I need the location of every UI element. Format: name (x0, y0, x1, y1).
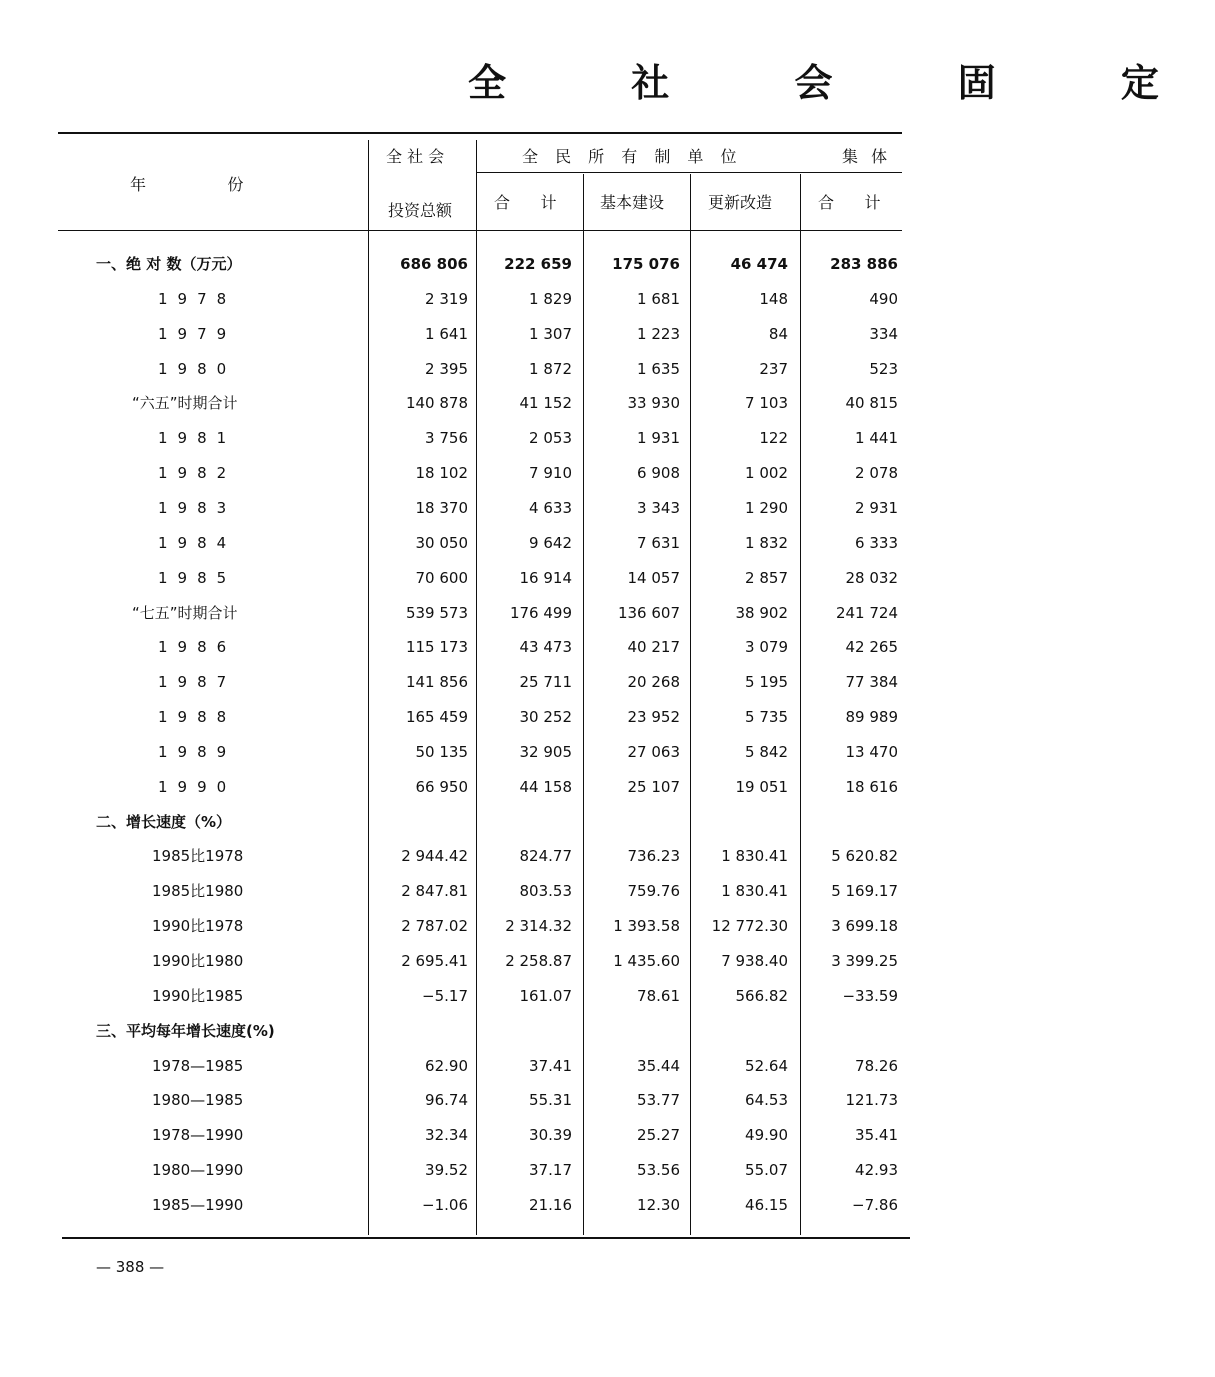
cell-state-renewal: 7 103 (745, 394, 788, 413)
cell-collective-total: 35.41 (855, 1126, 898, 1145)
cell-state-total: 1 872 (529, 359, 572, 378)
table-row (0, 491, 1000, 526)
row-label: 二、增长速度（%） (96, 812, 232, 831)
row-label: 1986 (158, 638, 237, 657)
cell-state-total: 176 499 (509, 603, 572, 622)
cell-collective-total: 6 333 (855, 533, 898, 552)
cell-state-renewal: 84 (768, 324, 788, 343)
cell-collective-total: 42 265 (845, 638, 898, 657)
cell-state-basic: 25 107 (627, 777, 680, 796)
cell-collective-total: −33.59 (842, 986, 898, 1005)
cell-state-renewal: 46 474 (730, 255, 788, 273)
table-row (0, 979, 1000, 1014)
row-label: 1990 (158, 777, 237, 796)
table-row (0, 665, 1000, 700)
cell-state-total: 2 258.87 (505, 952, 572, 970)
table-row (0, 944, 1000, 979)
cell-state-basic: 1 435.60 (613, 952, 680, 970)
row-label: 1990比1985 (152, 986, 244, 1005)
cell-collective-total: 241 724 (835, 603, 898, 622)
cell-collective-total: 18 616 (845, 777, 898, 796)
cell-state-total: 43 473 (519, 638, 572, 657)
cell-state-total: 824.77 (519, 847, 572, 866)
cell-state-total: 1 829 (529, 289, 572, 308)
cell-state-basic: 25.27 (637, 1126, 680, 1145)
cell-collective-total: 40 815 (845, 394, 898, 413)
cell-total-investment: 32.34 (425, 1126, 468, 1145)
row-label: 1980—1985 (152, 1091, 244, 1110)
cell-state-renewal: 5 195 (745, 673, 788, 692)
cell-collective-total: 28 032 (845, 568, 898, 587)
cell-state-renewal: 5 842 (745, 742, 788, 761)
cell-state-basic: 1 223 (637, 324, 680, 343)
cell-state-total: 161.07 (519, 986, 572, 1005)
cell-state-basic: 12.30 (637, 1195, 680, 1214)
cell-total-investment: 140 878 (405, 394, 468, 413)
table-row (0, 526, 1000, 561)
cell-state-basic: 35.44 (637, 1056, 680, 1075)
cell-state-total: 1 307 (529, 324, 572, 343)
cell-state-basic: 1 681 (637, 289, 680, 308)
cell-state-renewal: 122 (759, 429, 788, 448)
cell-state-renewal: 7 938.40 (721, 952, 788, 970)
cell-state-total: 222 659 (504, 255, 572, 273)
cell-state-total: 4 633 (529, 498, 572, 517)
row-label: 1983 (158, 498, 237, 517)
cell-collective-total: 13 470 (845, 742, 898, 761)
row-label: 1980 (158, 359, 237, 378)
table-row (0, 1118, 1000, 1153)
cell-state-basic: 759.76 (627, 882, 680, 901)
table-row (0, 735, 1000, 770)
header-state-basic: 基本建设 (600, 193, 665, 212)
header-group-state: 全 民 所 有 制 单 位 (522, 147, 743, 166)
row-label: 三、平均每年增长速度(%) (96, 1021, 275, 1040)
cell-state-total: 2 314.32 (505, 917, 572, 936)
row-label: 1978—1990 (152, 1126, 244, 1145)
cell-total-investment: 50 135 (415, 742, 468, 761)
cell-state-renewal: 237 (759, 359, 788, 378)
row-label: 1980—1990 (152, 1161, 244, 1180)
cell-state-total: 2 053 (529, 429, 572, 448)
cell-state-basic: 3 343 (637, 498, 680, 517)
row-label: “六五”时期合计 (132, 394, 238, 413)
table-row (0, 352, 1000, 387)
cell-collective-total: 77 384 (845, 673, 898, 692)
row-label: 1985比1978 (152, 847, 244, 866)
cell-state-renewal: 1 830.41 (721, 847, 788, 866)
cell-total-investment: 165 459 (405, 708, 468, 727)
row-label: 1990比1978 (152, 917, 244, 936)
cell-state-renewal: 5 735 (745, 708, 788, 727)
header-state-renew: 更新改造 (708, 193, 773, 212)
table-row (0, 456, 1000, 491)
cell-collective-total: 334 (869, 324, 898, 343)
table-row (0, 874, 1000, 909)
table-row (0, 1188, 1000, 1223)
cell-state-total: 9 642 (529, 533, 572, 552)
row-label: 1988 (158, 708, 237, 727)
cell-total-investment: 39.52 (425, 1161, 468, 1180)
table-row (0, 1153, 1000, 1188)
header-bottom-rule (58, 230, 902, 231)
row-label: 1984 (158, 533, 237, 552)
cell-state-basic: 1 635 (637, 359, 680, 378)
cell-total-investment: 62.90 (425, 1056, 468, 1075)
cell-state-basic: 23 952 (627, 708, 680, 727)
cell-collective-total: 283 886 (830, 255, 898, 273)
cell-state-renewal: 55.07 (745, 1161, 788, 1180)
header-coll-total: 合 计 (818, 193, 881, 212)
cell-total-investment: 70 600 (415, 568, 468, 587)
cell-state-renewal: 148 (759, 289, 788, 308)
cell-state-renewal: 38 902 (735, 603, 788, 622)
cell-total-investment: 539 573 (405, 603, 468, 622)
cell-collective-total: 2 931 (855, 498, 898, 517)
cell-state-renewal: 12 772.30 (711, 917, 788, 936)
cell-total-investment: 1 641 (425, 324, 468, 343)
table-row (0, 630, 1000, 665)
cell-collective-total: 3 399.25 (831, 952, 898, 970)
cell-state-total: 7 910 (529, 464, 572, 483)
cell-total-investment: 18 370 (415, 498, 468, 517)
cell-state-basic: 14 057 (627, 568, 680, 587)
cell-state-total: 16 914 (519, 568, 572, 587)
table-row (0, 421, 1000, 456)
header-state-total: 合 计 (494, 193, 557, 212)
cell-total-investment: 66 950 (415, 777, 468, 796)
header-group-collective: 集 体 (842, 147, 892, 166)
cell-state-renewal: 1 832 (745, 533, 788, 552)
cell-state-total: 30.39 (529, 1126, 572, 1145)
row-label: 1987 (158, 673, 237, 692)
row-label: 1985—1990 (152, 1195, 244, 1214)
cell-state-basic: 1 393.58 (613, 917, 680, 936)
cell-state-basic: 6 908 (637, 464, 680, 483)
table-row (0, 282, 1000, 317)
cell-state-basic: 53.56 (637, 1161, 680, 1180)
table-row (0, 1083, 1000, 1118)
cell-state-total: 803.53 (519, 882, 572, 901)
cell-state-basic: 175 076 (612, 255, 680, 273)
cell-total-investment: 2 847.81 (401, 882, 468, 901)
cell-state-renewal: 64.53 (745, 1091, 788, 1110)
cell-state-renewal: 2 857 (745, 568, 788, 587)
table-row (0, 700, 1000, 735)
row-label: 1989 (158, 742, 237, 761)
header-total-top: 全 社 会 (386, 147, 445, 166)
cell-collective-total: 78.26 (855, 1056, 898, 1075)
cell-total-investment: 686 806 (400, 255, 468, 273)
group-rule (476, 172, 902, 173)
cell-collective-total: 42.93 (855, 1161, 898, 1180)
cell-state-renewal: 19 051 (735, 777, 788, 796)
cell-collective-total: 490 (869, 289, 898, 308)
header-year: 年 份 (130, 175, 244, 194)
cell-collective-total: 89 989 (845, 708, 898, 727)
cell-state-basic: 78.61 (637, 986, 680, 1005)
cell-state-renewal: 1 290 (745, 498, 788, 517)
cell-state-basic: 20 268 (627, 673, 680, 692)
cell-collective-total: 3 699.18 (831, 917, 898, 936)
row-label: 1985 (158, 568, 237, 587)
cell-state-basic: 1 931 (637, 429, 680, 448)
cell-collective-total: 5 620.82 (831, 847, 898, 866)
cell-state-basic: 7 631 (637, 533, 680, 552)
top-rule (58, 132, 902, 134)
cell-state-renewal: 46.15 (745, 1195, 788, 1214)
cell-total-investment: 2 395 (425, 359, 468, 378)
bottom-rule (62, 1237, 910, 1239)
cell-state-renewal: 1 830.41 (721, 882, 788, 901)
cell-total-investment: 2 319 (425, 289, 468, 308)
table-row (0, 596, 1000, 631)
cell-collective-total: 523 (869, 359, 898, 378)
row-label: 1978—1985 (152, 1056, 244, 1075)
cell-state-renewal: 52.64 (745, 1056, 788, 1075)
row-label: “七五”时期合计 (132, 603, 238, 622)
header-total-bottom: 投资总额 (388, 201, 453, 220)
cell-state-total: 21.16 (529, 1195, 572, 1214)
row-label: 一、绝 对 数（万元） (96, 255, 242, 273)
cell-state-total: 25 711 (519, 673, 572, 692)
cell-state-basic: 53.77 (637, 1091, 680, 1110)
cell-state-renewal: 49.90 (745, 1126, 788, 1145)
table-row (0, 909, 1000, 944)
cell-collective-total: 1 441 (855, 429, 898, 448)
cell-collective-total: 2 078 (855, 464, 898, 483)
cell-total-investment: 3 756 (425, 429, 468, 448)
cell-state-renewal: 1 002 (745, 464, 788, 483)
row-label: 1985比1980 (152, 882, 244, 901)
row-label: 1982 (158, 464, 237, 483)
table-row (0, 770, 1000, 805)
cell-total-investment: 2 695.41 (401, 952, 468, 970)
cell-total-investment: 2 787.02 (401, 917, 468, 936)
page-number: — 388 — (96, 1258, 165, 1276)
cell-total-investment: 115 173 (405, 638, 468, 657)
cell-state-basic: 136 607 (617, 603, 680, 622)
cell-state-total: 37.41 (529, 1056, 572, 1075)
cell-state-total: 41 152 (519, 394, 572, 413)
table-row (0, 839, 1000, 874)
table-row (0, 1014, 1000, 1049)
table-row (0, 247, 1000, 282)
cell-collective-total: 121.73 (845, 1091, 898, 1110)
cell-state-basic: 40 217 (627, 638, 680, 657)
cell-state-total: 32 905 (519, 742, 572, 761)
cell-state-total: 55.31 (529, 1091, 572, 1110)
cell-state-total: 37.17 (529, 1161, 572, 1180)
row-label: 1981 (158, 429, 237, 448)
row-label: 1978 (158, 289, 237, 308)
page-title: 全 社 会 固 定 (468, 60, 1215, 105)
cell-state-basic: 736.23 (627, 847, 680, 866)
table-row (0, 805, 1000, 840)
cell-total-investment: 30 050 (415, 533, 468, 552)
cell-state-renewal: 3 079 (745, 638, 788, 657)
cell-state-basic: 33 930 (627, 394, 680, 413)
cell-total-investment: −5.17 (422, 986, 468, 1005)
cell-total-investment: −1.06 (422, 1195, 468, 1214)
table-row (0, 561, 1000, 596)
cell-total-investment: 18 102 (415, 464, 468, 483)
cell-total-investment: 96.74 (425, 1091, 468, 1110)
cell-total-investment: 2 944.42 (401, 847, 468, 866)
cell-collective-total: −7.86 (852, 1195, 898, 1214)
cell-state-total: 30 252 (519, 708, 572, 727)
table-row (0, 317, 1000, 352)
cell-state-renewal: 566.82 (735, 986, 788, 1005)
row-label: 1979 (158, 324, 237, 343)
cell-total-investment: 141 856 (405, 673, 468, 692)
table-row (0, 1049, 1000, 1084)
cell-state-basic: 27 063 (627, 742, 680, 761)
table-row (0, 386, 1000, 421)
row-label: 1990比1980 (152, 952, 244, 970)
cell-collective-total: 5 169.17 (831, 882, 898, 901)
cell-state-total: 44 158 (519, 777, 572, 796)
